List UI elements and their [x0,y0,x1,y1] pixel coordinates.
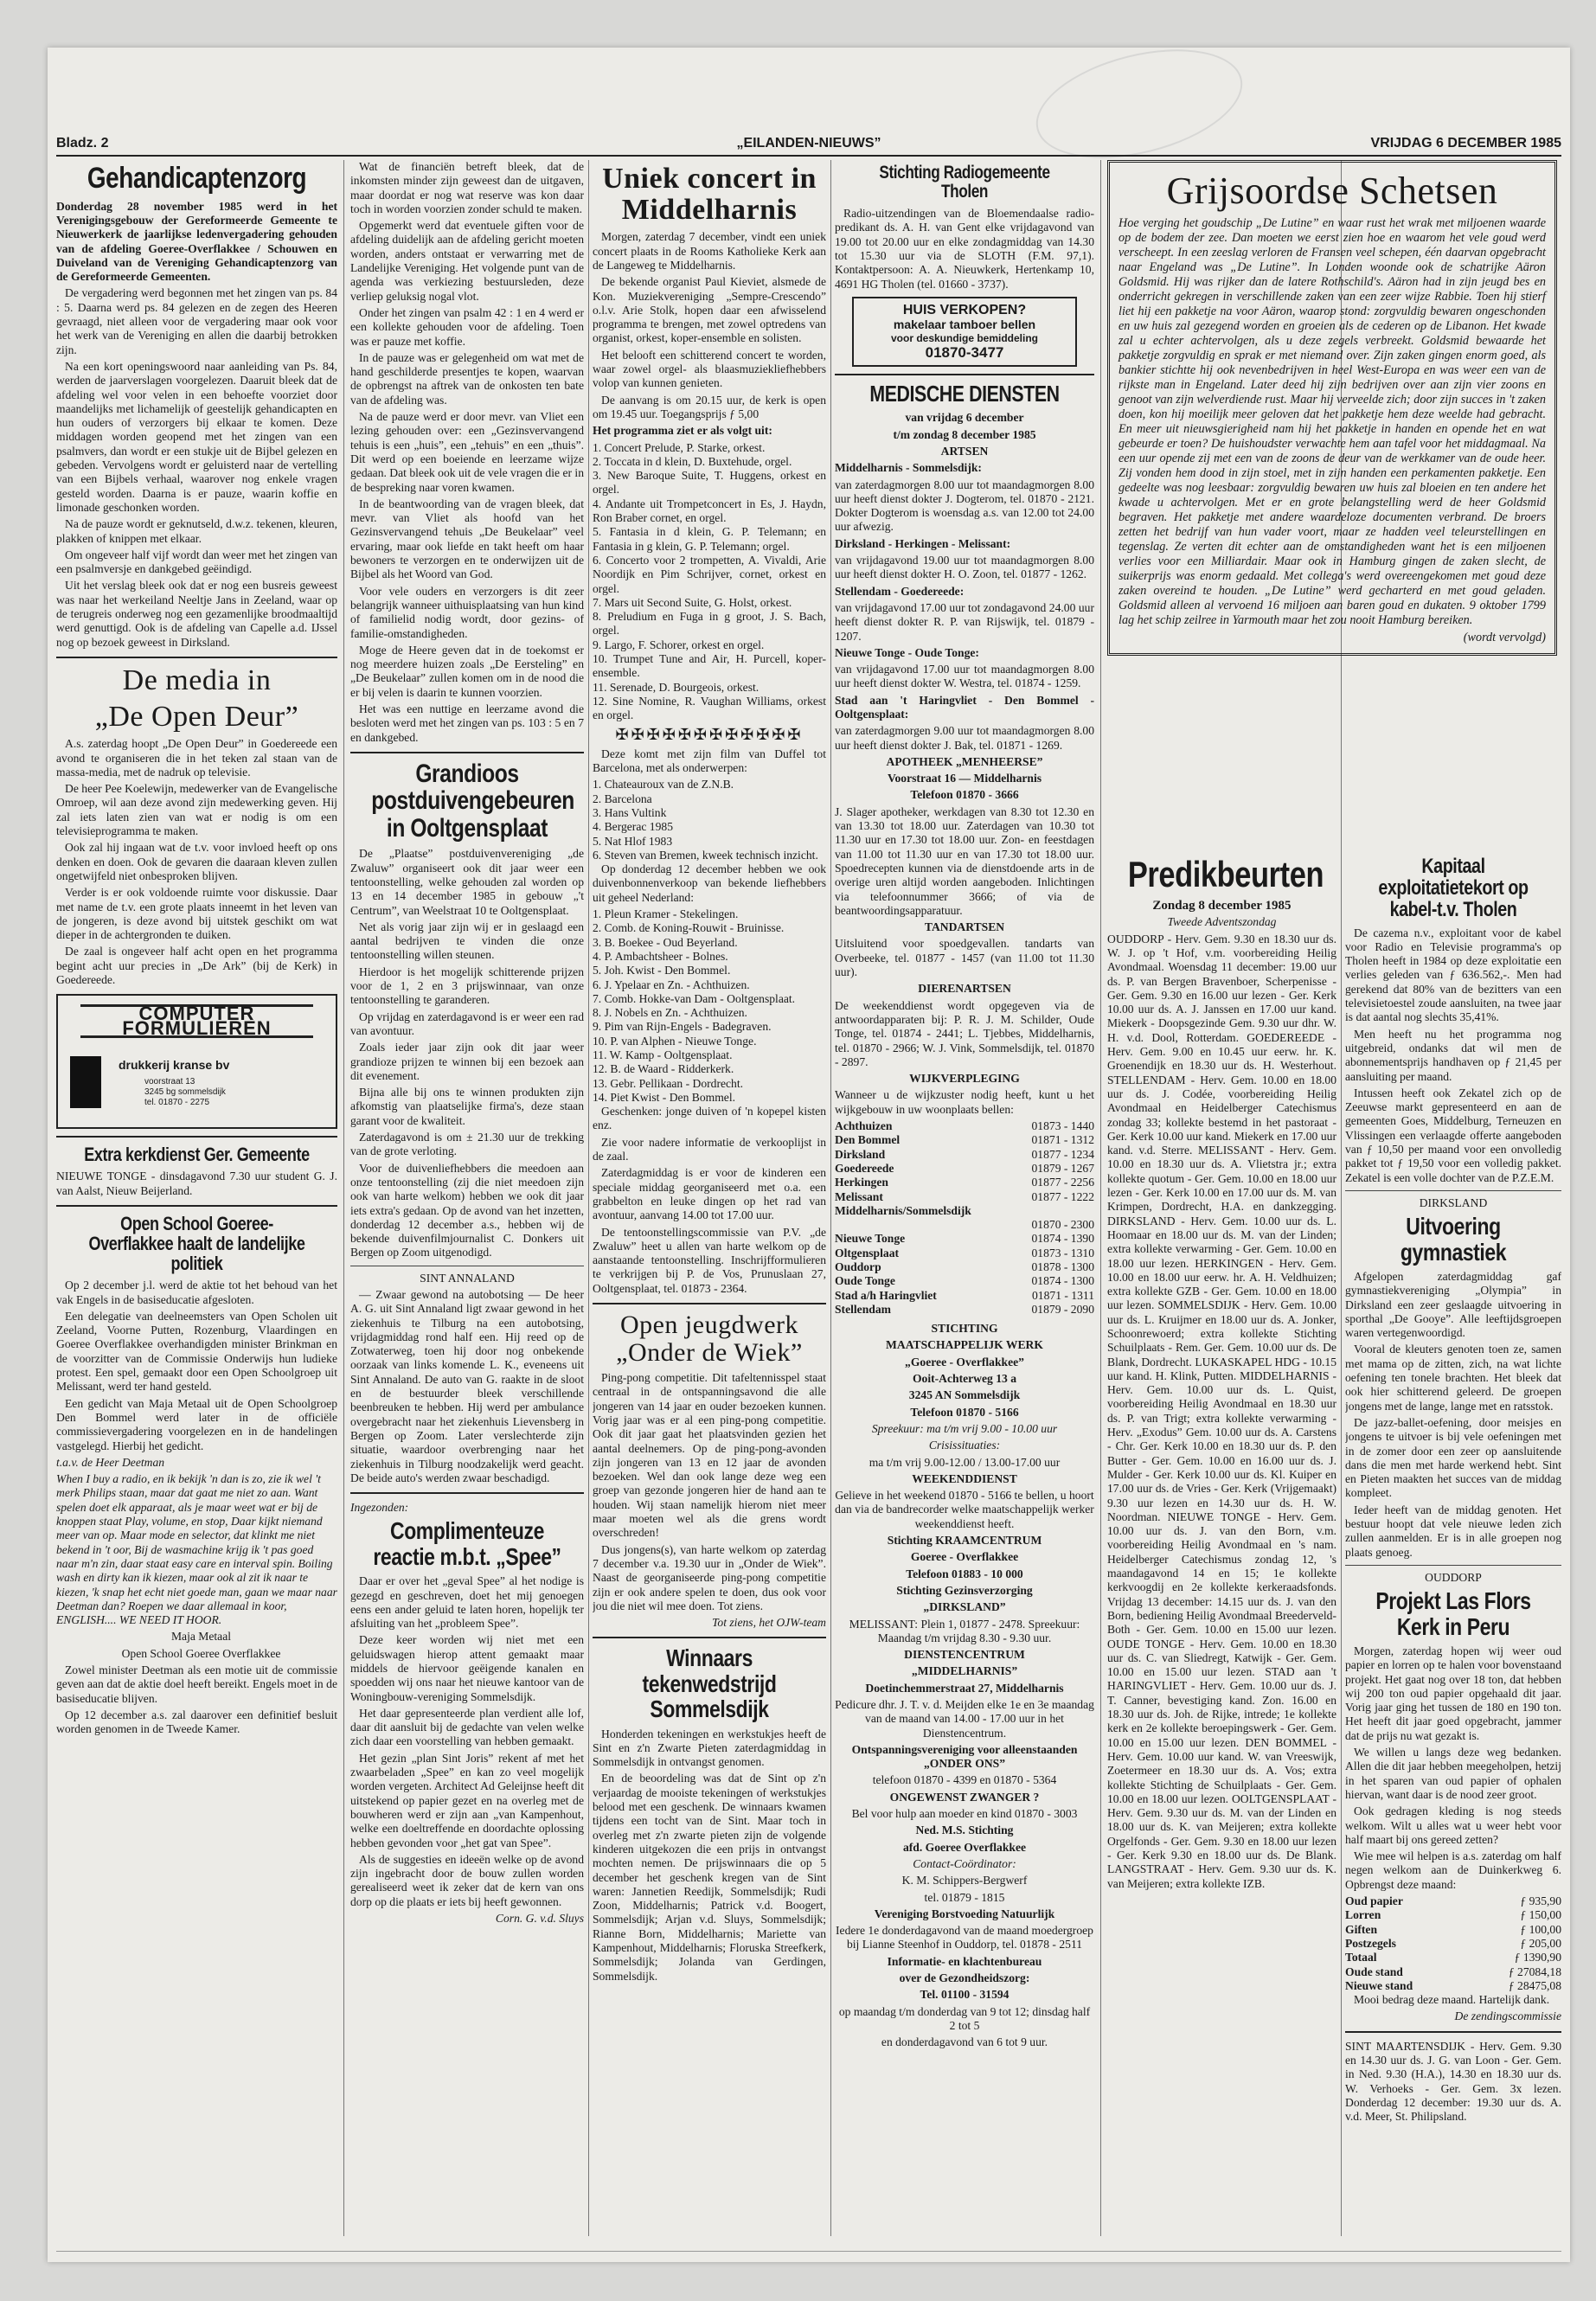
article-paragraph: — Zwaar gewond na autobotsing — De heer A. G. uit Sint Annaland ligt zwaar gewond in het ziekenhuis te Tilburg na een autobotsing, vrijdagmiddag rond half een. Hij reed op de Zotwaterweg, toen hij door nog onbekende oorzaak van links komende L. K., eveneens uit Sint Annaland. De auto van G. raakte in de sloot en de bestuurder bleek verschillende beenbreuken te hebben. Hij werd per ambulance overgebracht naar het ziekenhuis Lievensberg in Bergen op Zoom. Later verslechterde zijn situatie, waardoor overbrenging naar het ziekenhuis in Tilburg noodzakelijk werd geacht. De beide auto's werden zwaar beschadigd. [350,1287,584,1484]
breeders-list [593,907,826,1105]
ad-address: voorstraat 13 3245 bg sommelsdijk tel. 01870 - 2275 [144,1077,226,1108]
row-value: ƒ 28475,08 [1508,1978,1561,1992]
article-paragraph: Op 12 december a.s. zal daarover een definitief besluit worden genomen in de Tweede Kamer. [56,1708,337,1736]
article-paragraph: En de beoordeling was dat de Sint op z'n verjaardag de mooiste tekeningen of werkstukjes belood met een geschenk. De winnaars kwamen tijdens een tocht van de Sint. Maar toch in overleg met z'n zwarte pieten zijn de volgende kinderen uitgekozen die een prijs in ontvangst mochten nemen. De prijswinnaars die op 5 december het geschenk kregen van de Sint waren: Jannetien Reedijk, Sommelsdijk; Rudi Zoon, Middelharnis; Patrick v.d. Boogert, Sommelsdijk; Arjan v.d. Sluys, Sommelsdijk; Rianne Born, Middelharnis; Mariette van Kampenhout, Middelharnis; Floruska Streefkerk, Sommelsdijk; Jolanda van Gerdingen, Sommelsdijk. [593,1772,826,1983]
column-2 [350,160,584,2236]
table-row [1345,1965,1561,1979]
service-phone: Telefoon 01870 - 5166 [910,1405,1019,1419]
headline-gehandicaptenzorg: Gehandicaptenzorg [87,162,307,195]
article-paragraph: De vergadering werd begonnen met het zingen van ps. 84 : 5. Daarna werd ps. 84 gelezen en de zegen des Heeren gevraagd, niet alleen voor de vergadering maar ook voor het werk van de Vereniging en allen die daarbij betrokken zijn. [56,286,337,356]
article-paragraph: Opgemerkt werd dat eventuele giften voor de afdeling duidelijk aan de afdeling gericht moeten worden, anders ontstaat er verwarring met de Landelijke Vereniging. Het volgende punt van de agenda was verkiezing bestuursleden, deze verliep geluksig nogal vlot. [350,219,584,303]
service-area: Stellendam - Goedereede: [835,584,965,598]
service-address: Voorstraat 16 — Middelharnis [887,772,1042,785]
divider [56,657,337,658]
row-value: ƒ 205,00 [1520,1936,1561,1950]
list-item: 4. P. Ambachtsheer - Bolnes. [593,949,728,963]
headline-open-deur: „De Open Deur” [94,700,299,733]
column-rule [830,160,831,2236]
divider [56,1205,337,1207]
list-item: 1. Chateauroux van de Z.N.B. [593,778,734,792]
section-label: Stichting KRAAMCENTRUM [887,1534,1042,1548]
list-item: 8. J. Nobels en Zn. - Achthuizen. [593,1006,747,1020]
section-label: Goeree - Overflakkee [910,1550,1019,1564]
service-text: van zaterdagmorgen 8.00 uur tot maandagmorgen 8.00 uur heeft dienst dokter J. Dogterom, tel. 01870 - 2121. Dokter Dogterom is woensdag a.s. van 12.00 tot 24.00 uur afwezig. [835,478,1094,534]
service-text: Bel voor hulp aan moeder en kind 01870 - 3003 [851,1807,1078,1821]
article-author: Corn. G. v.d. Sluys [495,1912,584,1926]
list-item: 5. Joh. Kwist - Den Bommel. [593,964,731,977]
section-label: Ned. M.S. Stichting [915,1823,1014,1837]
divider [56,1136,337,1138]
article-paragraph: De zaal is ongeveer half acht open en het programma begint acht uur precies in „De Ark” (bij de Kerk) in Goedereede. [56,945,337,987]
section-label: Vereniging Borstvoeding Natuurlijk [874,1907,1055,1920]
table-row [835,1247,1094,1260]
row-label: Den Bommel [835,1133,901,1147]
list-item: 10. P. van Alphen - Nieuwe Tonge. [593,1034,757,1048]
row-value: 01874 - 1390 [1031,1232,1094,1246]
bottom-rule [56,2251,1561,2252]
article-paragraph: Het gezin „plan Sint Joris” rekent af met het zwaarbeladen „Spee” en kan zo veel mogelijk worden vergeten. Architect Ad Geleijnse heeft dit uitstekend op papier gezet en na overleg met de bouwheren werd er zijn aan „van Kampenhout, welke een doeltreffende en doordachte oplossing hebben gevonden voor „het gat van Spee”. [350,1751,584,1849]
row-value: 01873 - 1440 [1031,1119,1094,1133]
headline-uniek-concert: Uniek concert in Middelharnis [602,163,817,226]
row-value: 01870 - 2300 [1031,1218,1094,1232]
table-row [835,1119,1094,1133]
page-number: Bladz. 2 [56,136,109,151]
row-label: Nieuwe stand [1345,1978,1413,1992]
row-value: ƒ 150,00 [1520,1908,1561,1922]
article-paragraph: Een delegatie van deelneemsters van Open Scholen uit Zeeland, Voorne Putten, Rozenburg, Vlaardingen en Goeree Overflakkee overhandigden minister Brinkman en de voorzitter van de Commissie Onderwijs hun ludieke protest. Een spel, gemaakt door een Open Schoolgroep uit Melissant, werd ter hand gesteld. [56,1309,337,1394]
service-phone: telefoon 01870 - 4399 en 01870 - 5364 [872,1773,1057,1787]
article-paragraph: Ping-pong competitie. Dit tafeltennisspel staat centraal in de ontspanningsavond die alle jongeren van 14 jaar en ouder bezoeken kunnen. Vorig jaar was er al een ping-pong competitie. Ook dit jaar gaat het plaatsvinden gezien het aantal deelnemers. Op de ping-pong-avonden zijn jongeren van 13 en 12 jaar de avonden bezoeken. Wel dan ook lange deze weg een groep van gezonde jongeren hier de hand aan te houden. Wij staan namelijk hierom niet meer maar moeten wel als die grens wordt overschreden! [593,1371,826,1540]
service-text: van zaterdagmorgen 9.00 uur tot maandagmorgen 8.00 uur heeft dienst dokter J. Bak, tel. 01871 - 1269. [835,724,1094,752]
church-services-text: SINT MAARTENSDIJK - Herv. Gem. 9.30 en 14.30 uur ds. J. G. van Loon - Ger. Gem. in Ned. 9.30 (H.A.), 14.30 en 18.30 uur ds. W. Verhoeks - Ger. Gem. 3x lezen. Donderdag 12 december: 19.30 uur ds. A. v.d. Meer, St. Philipsland. [1345,2039,1561,2124]
service-text: Crisissituaties: [928,1439,1001,1452]
article-paragraph: Zoals ieder jaar zijn ook dit jaar weer grandioze prijzen te winnen bij een bezoek aan dit evenement. [350,1041,584,1082]
section-label: afd. Goeree Overflakkee [902,1840,1027,1854]
row-value: 01878 - 1300 [1031,1259,1094,1273]
program-item: 12. Sine Nomine, R. Vaughan Williams, orkest en orgel. [593,694,826,722]
service-area: Dirksland - Herkingen - Melissant: [835,536,1011,550]
masthead [56,134,1561,157]
headline-grijsoordse: Grijsoordse Schetsen [1166,170,1498,212]
article-paragraph: Vooral de kleuters genoten toen ze, samen met mama op de zitten, zich, na wat lichte oefening ten tonele brachten. Het bleek dat ook hier schitterend geleerd. De groepen jongens met de lange, lange met en ratsstok. [1345,1343,1561,1413]
section-label: STICHTING [931,1322,998,1336]
list-item: 2. Comb. de Koning-Rouwit - Bruinisse. [593,921,785,935]
headline-gymnastiek: Uitvoering gymnastiek [1400,1213,1507,1266]
article-paragraph: Het was een nuttige en leerzame avond die besloten werd met het zingen van ps. 103 : 5 en 7 en dankgebed. [350,702,584,744]
article-paragraph: De jazz-ballet-oefening, door meisjes en jongens te uitvoer is bij vele oefeningen met in de zomer door een zeer op aansluitende dans die men met harde werkend hebt. Sint en Pieten maakten het succes van de middag kompleet. [1345,1415,1561,1500]
article-paragraph: Moge de Heere geven dat in de toekomst er nog meerdere huizen zoals „De Eersteling” en „De Beukelaar” zullen komen om in de nood die er bij velen is daarin te kunnen voorzien. [350,643,584,699]
program-heading: Het programma ziet er als volgt uit: [593,424,772,438]
row-label: Stellendam [835,1302,891,1316]
service-phone: Telefoon 01870 - 3666 [910,788,1019,802]
service-text: Iedere 1e donderdagavond van de maand moedergroep bij Lianne Steenhof in Ouddorp, tel. 01878 - 2511 [836,1924,1093,1952]
column-rule [588,160,589,2236]
table-row [835,1148,1094,1162]
service-text: MELISSANT: Plein 1, 01877 - 2478. Spreekuur: Maandag t/m vrijdag 8.30 - 9.30 uur. [849,1617,1080,1644]
article-paragraph: De aanvang is om 20.15 uur, de kerk is open om 19.45 uur. Toegangsprijs ƒ 5,00 [593,393,826,420]
service-phone: Tel. 01100 - 31594 [920,1988,1010,2002]
article-paragraph: Afgelopen zaterdagmiddag gaf gymnastiekvereniging „Olympia” in Dirksland een zeer geslaagde uitvoering in sporthal „De Gooye”. Alle leeftijdsgroepen waren vertegenwoordigd. [1345,1269,1561,1340]
column-rule [343,160,344,2236]
film-topics-list [593,778,826,862]
list-item: 1. Pleun Kramer - Stekelingen. [593,907,739,921]
section-label: ARTSEN [940,444,989,458]
list-item: 6. Steven van Bremen, kweek technisch inzicht. [593,848,818,862]
row-value: 01871 - 1311 [1032,1288,1094,1302]
service-area: Middelharnis - Sommelsdijk: [835,461,982,475]
article-paragraph: Zowel minister Deetman als een motie uit de commissie geven aan dat de aktie doel heeft bereikt. Engels moet in de basiseducatie blijven. [56,1663,337,1705]
row-label: Oude Tonge [835,1274,895,1288]
archive-stamp [1025,48,1253,177]
grijsoordse-schetsen-box [1107,160,1557,656]
article-paragraph: Na een kort openingswoord naar aanleiding van Ps. 84, werden de jaarverslagen voorgelezen. Daaruit bleek dat de afdeling wel voor velen in een behoefte voorziet door maandelijks met lichamelijk of geestelijk gehandicapten en hun ouders of verzorgers bij elkaar te komen. Deze middagen worden geopend met het zingen van een psalmvers, dan wordt er een stukje uit de Bijbel gelezen en gebeden. Vervolgens wordt er geluisterd naar de vertelling van een Bijbels verhaal, waarover nog enkele vragen gesteld worden. Daarna is er pauze, waarin koffie en limonade geschonken worden. [56,359,337,514]
service-phone: tel. 01879 - 1815 [924,1890,1005,1904]
article-paragraph: De cazema n.v., exploitant voor de kabel voor Radio en Televisie programma's op Tholen heeft in 1984 op deze exploitatie een verlies geleden van ƒ 636.562,-. Men had gerekend dat 80% van de bezitters van een televisietoestel zoude aansluiten, na twee jaar is dat aantal nog slechts 35,41%. [1345,926,1561,1024]
headline-open-school: Open School Goeree-Overflakkee haalt de landelijke politiek [88,1213,305,1275]
table-row [1345,1894,1561,1908]
service-text: van vrijdagavond 17.00 uur tot zondagavond 24.00 uur heeft dienst dokter R. P. van Rijswijk, tel. 01879 - 1207. [835,600,1094,643]
divider [350,1492,584,1494]
article-paragraph: Deze keer worden wij niet met een geluidswagen hierop attent gemaakt maar middels de hiervoor geëigende kanalen en spoedden wij ons naar het nieuwe kantoor van de Woningbouw-vereniging Sommelsdijk. [350,1633,584,1703]
list-item: 5. Nat Hlof 1983 [593,834,673,848]
row-value: ƒ 100,00 [1520,1922,1561,1936]
program-item: 4. Andante uit Trompetconcert in Es, J. Haydn, Ron Braber cornet, en orgel. [593,497,826,525]
article-paragraph: De bekende organist Paul Kieviet, alsmede de Kon. Muziekvereniging „Sempre-Crescendo” o.l.v. Arie Stolk, hopen daar een afwisselend programma te brengen, met zowel optredens van organist, orkest, koper-ensemble en solisten. [593,275,826,345]
poem: When I buy a radio, en ik bekijk 'n dan is zo, zie ik wel 't merk Philips staan, maar dat gaat me niet zo aan. Want spelen doet elk apparaat, als je maar weet wat er bij de knoppen staat Play, volume, en stop, Daar kijkt niemand meer van op. Maar mode en selector, dat klinkt me niet bekend in 't oor, Bij de wasmachine krijg ik 't pas goed naar m'n zin, daar staat easy care en interval spin. Boiling wash en dirty kan ik kiezen, maar ook al zit ik naar te kiezen, 'k snap het echt niet goede man, gaan we maar naar Deetman dan? Roepen we daar allemaal in koor, ENGLISH.... WE NEED IT HOOR. [56,1472,337,1627]
section-label: „MIDDELHARNIS” [911,1664,1018,1678]
service-text: en donderdagavond van 6 tot 9 uur. [881,2035,1048,2049]
column-5-lower [1107,852,1336,2236]
decorative-border: ✠✠✠✠✠✠✠✠✠✠✠✠ [615,726,804,744]
ad-brand: drukkerij kranse bv [119,1058,230,1073]
paper-title: „EILANDEN-NIEUWS” [736,136,881,151]
program-item: 9. Largo, F. Schorer, orkest en orgel. [593,638,765,651]
service-address: 3245 AN Sommelsdijk [908,1388,1021,1402]
table-row [835,1232,1094,1246]
divider [1345,2031,1561,2033]
poem-addressee: t.a.v. de Heer Deetman [56,1455,165,1469]
section-label: „DIRKSLAND” [923,1600,1006,1614]
table-row [1345,1979,1561,1993]
table-row [1345,1951,1561,1965]
section-label: DIRKSLAND [1419,1195,1488,1209]
row-label: Nieuwe Tonge [835,1232,906,1246]
row-label: Postzegels [1345,1936,1396,1950]
row-label: Achthuizen [835,1119,893,1133]
newspaper-page [48,48,1570,2262]
row-label: Melissant [835,1189,883,1203]
table-row [1345,1923,1561,1937]
article-paragraph: Dus jongens(s), van harte welkom op zaterdag 7 december v.a. 19.30 uur in „Onder de Wiek”. Naast de georganiseerde ping-pong competitie zijn er ook andere spelen te doen, dus ook voor jou die niet wil mee doen. Tot ziens. [593,1542,826,1612]
headline-kabel-tv: Kapitaal exploitatietekort op kabel-t.v. Tholen [1378,855,1529,922]
article-paragraph: Daar er over het „geval Spee” al het nodige is gezegd en geschreven, doet het mij genoegen eens een ander geluid te laten horen, hopelijk ter afsluiting van het „probleem Spee”. [350,1574,584,1631]
program-item: 6. Concerto voor 2 trompetten, A. Vivaldi, Arie Noordijk en Pim Schrijver, cornet, orkest en orgel. [593,553,826,595]
program-item: 5. Fantasia in d klein, G. P. Telemann; en Fantasia in g klein, G. P. Telemann; orgel. [593,525,826,553]
row-value: 01873 - 1310 [1031,1246,1094,1259]
table-row [835,1260,1094,1274]
service-text: J. Slager apotheker, werkdagen van 8.30 tot 12.30 en van 13.30 tot 18.00 uur. Zaterdagen van 10.30 tot 11.30 uur en 17.30 tot 18.00 uur. Zon- en feestdagen van 11.00 tot 11.30 uur en van 17.30 tot 18.00 uur. Spoedrecepten kunnen via de dienstdoende arts in de overige uren altijd worden aangeboden. Inlichtingen via telefoonnummer 3666; of via de beantwoordingsapparatuur. [835,804,1094,917]
list-item: 3. Hans Vultink [593,805,667,819]
service-text: K. M. Schippers-Bergwerf [901,1874,1028,1888]
article-lead: Donderdag 28 november 1985 werd in het Verenigingsgebouw der Gereformeerde Gemeente te Nieuwerkerk de jaarlijkse ledenvergadering gehouden van de afdeling Goeree-Overflakkee / Schouwen en Duiveland van de Vereniging Gehandicaptenzorg van de Gereformeerde Gemeenten. [56,199,337,284]
headline-predikbeurten: Predikbeurten [1127,854,1324,894]
row-label: Ouddorp [835,1259,881,1273]
list-item: 12. B. de Waard - Ridderkerk. [593,1062,734,1076]
church-services-text: OUDDORP - Herv. Gem. 9.30 en 18.30 uur ds. W. J. op 't Hof, v.m. voorbereiding Heilig Avondmaal. Woensdag 11 december: 19.00 uur ds. P. van Bergen Bravenboer, Scherpenisse - Ger. Gem. 9.30 en 16.00 uur lezen - Ger. Kerk 10.00 uur ds. A. J. Janssen en 17.00 uur kand. Miekerk - Doopsgezinde Gem. 9.30 uur dhr. W. H. v.d. Dool, Rotterdam. GOEDEREEDE - Herv. Gem. 9.00 en 10.45 uur eerw. hr. K. Groenendijk en 18.30 uur ds. H. Westerhout. STELLENDAM - Herv. Gem. 10.00 en 18.00 uur ds. J. Codée, voorbereiding Heilig Avondmaal en Heidelberger Catechismus zondag 33; kollekte bestemd in het pastoraat - Ger. Kerk 10.00 uur kand. Miekerk en 17.00 uur kand. v.d. Sterre. MELISSANT - Herv. Gem. 10.00 en 18.30 uur ds. A. Vlietstra jr.; extra kollekte quotum - Ger. Gem. 10.00 en 18.00 uur lezen - Ger. Kerk 10.00 en 17.00 uur ds. M. van Krimpen, Dordrecht, H.A. en dankzegging. DIRKSLAND - Herv. Gem. 10.00 uur ds. L. Hoomaar en 18.00 uur ds. M. van der Linden; extra kollekte verwarming - Ger. Gem. 10.00 en 18.00 uur lezen. HERKINGEN - Herv. Gem. 10.00 en 18.00 uur eerw. hr. A. H. Veldhuizen; extra kollekte GZB - Ger. Gem. 10.00 en 18.00 uur lezen. SOMMELSDIJK - Herv. Gem. 10.00 uur ds. L. Kruijmer en 18.00 uur ds. A. Jonker, Schoonrewoerd; extra kollekte Stichting Schuilplaats - Rem. Ger. Gem. 10.00 uur ds. De Blank, Dordrecht. LUKASKAPEL HDG - 10.15 uur kand. H. Klink, Putten. MIDDELHARNIS - Herv. Gem. 10.00 uur ds. L. Quist, voorbereiding Heilig Avondmaal en 18.30 uur ds. P. van Trigt; extra kollekte verwarming - Herv. „Exodus” Gem. 10.00 uur ds. A. Carstens - Chr. Ger. Kerk 10.00 en 18.30 uur ds. P. den Butter - Ger. Gem. 10.00 en 16.00 uur ds. J. Mulder - Ger. Kerk 10.00 uur ds. Kl. Kuiper en 17.00 uur ds. de Vries - Ger. Kerk (Vrijgemaakt) 9.30 uur lezen en 14.30 uur ds. H. W. Noordman. NIEUWE TONGE - Herv. Gem. 10.00 uur ds. J. van den Born, v.m. voorbereiding Heilig Avondmaal en 's nam. Heidelberger Catechismus zondag 12, 's maandagavond 14 en 15; 1e kollekte kerkvoogdij en 2e kollekte kerkeraadsfonds. Vrijdag 13 december: 14.15 uur ds. J. van den Born, bediening Heilig Avondmaal Breederveld-Both - Ger. Gem. 10.00 en 15.00 uur lezen. OUDE TONGE - Herv. Gem. 10.00 en 18.30 uur ds. C. van Sliedregt, Katwijk - Ger. Gem. 10.00 en 15.00 uur lezen. STAD aan 't HARINGVLIET - Herv. Gem. 10.00 uur ds. J. T. Canner, bevestiging kand. Zon. 16.00 en 18.30 uur ds. Joh. de Rijke, intrede; 1e kollekte kerk en 2e kollekte beroepingswerk - Ger. Gem. 10.00 en 15.00 uur lezen. DEN BOMMEL - Herv. Gem. 10.00 uur kand. W. van Vreeswijk, Zoetermeer en 18.30 uur ds. A. Vos; extra kollekte Stichting de Schuilplaats - Ger. Gem. 10.00 en 18.00 uur lezen. OOLTGENSPLAAT - Herv. Gem. 9.30 uur ds. M. van der Linden en 18.00 uur ds. K. van Meijeren; extra kollekte Orgelfonds - Ger. Gem. 9.30 en 18.00 uur lezen - Ger. Kerk 9.30 en 18.00 uur ds. De Blank. LANGSTRAAT - Herv. Gem. 9.30 uur ds. K. van Meijeren; extra kollekte IZB. [1107,932,1336,1890]
program-item: 3. New Baroque Suite, T. Huggens, orkest en orgel. [593,469,826,497]
wijkverpleging-list [835,1119,1094,1317]
article-paragraph: Net als vorig jaar zijn wij er in geslaagd een aantal bedrijven te vinden die onze tentoonstelling willen steunen. [350,920,584,962]
article-paragraph: Als de suggesties en ideeën welke op de avond zijn ingebracht door de bouw zullen worden gerealiseerd weet ik zeker dat de kern van ons dorp op die plaats er iets bij heeft gewonnen. [350,1852,584,1908]
service-text: Contact-Coördinator: [913,1856,1016,1870]
ad-title: COMPUTER FORMULIEREN [80,1004,313,1038]
service-text: Uitsluitend voor spoedgevallen. tandarts van Overbeeke, tel. 01877 - 1457 (van 11.00 tot 11.30 uur). [835,937,1094,979]
row-label: Goedereede [835,1161,894,1175]
subheading: van vrijdag 6 december [905,411,1024,425]
article-paragraph: Voor vele ouders en verzorgers is dit zeer belangrijk wanneer uithuisplaatsing van hun kind of familielid nodig wordt, door gezins- of familie-omstandigheden. [350,584,584,640]
section-label: SINT ANNALAND [420,1271,515,1285]
row-label: Stad a/h Haringvliet [835,1288,937,1302]
service-text: ma t/m vrij 9.00-12.00 / 13.00-17.00 uur [869,1455,1061,1469]
row-label: Giften [1345,1922,1377,1936]
row-value: ƒ 27084,18 [1508,1965,1561,1978]
program-item: 10. Trumpet Tune and Air, H. Purcell, koper-ensemble. [593,651,826,680]
article-paragraph: Ook zal hij ingaan wat de t.v. voor invloed heeft op ons denken en doen. Ook de gevaren die daaraan kleven zullen ongetwijfeld niet onbesproken blijven. [56,841,337,882]
headline-postduiven: Grandioos postduivengebeuren in Ooltgensplaat [371,759,574,843]
service-address: Ooit-Achterweg 13 a [912,1372,1017,1386]
concert-program-list [593,441,826,723]
article-paragraph: Zaterdagavond is om ± 21.30 uur de trekking van de grote verloting. [350,1131,584,1158]
article-paragraph: Morgen, zaterdag 7 december, vindt een uniek concert plaats in de Rooms Katholieke Kerk aan de Langeweg te Middelharnis. [593,230,826,272]
program-item: 7. Mars uit Second Suite, G. Holst, orkest. [593,595,792,609]
section-label: Stichting Gezinsverzorging [896,1583,1033,1597]
row-value: 01877 - 1222 [1031,1189,1094,1203]
service-text: van vrijdagavond 17.00 uur tot maandagmorgen 8.00 uur heeft dienst dokter W. Westra, tel. 01874 - 1259. [835,663,1094,690]
article-paragraph: Radio-uitzendingen van de Bloemendaalse radio-predikant ds. A. H. van Gent elke vrijdagavond van 19.00 tot 20.00 uur en elke zondagmiddag van 14.30 tot 15.30 uur via de SLOTH (F.M. 97,1). Kontaktpersoon: A. A. Nieuwkerk, Hertenkamp 10, 4691 HG Tholen (tel. 01660 - 3737). [835,207,1094,291]
article-paragraph: Verder is er ook voldoende ruimte voor diskussie. Daar met name de t.v. een grote plaats inneemt in het leven van de jongeren, is deze avond bij uitstek geschikt om wat dieper in de achtergronden te duiken. [56,886,337,942]
article-paragraph: Ieder heeft van de middag genoten. Het bestuur hoopt dat vele nieuwe leden zich zullen aanmelden. Er is in alle groepen nog plaats genoeg. [1345,1503,1561,1559]
divider [593,1637,826,1638]
article-paragraph: Het daar gepresenteerde plan verdient alle lof, daar dit aansluit bij de gedachte van velen welke zich daar een voorstelling van hebben gemaakt. [350,1706,584,1748]
row-label: Totaal [1345,1951,1377,1965]
section-label: WIJKVERPLEGING [909,1072,1020,1086]
column-1 [56,160,337,2236]
headline-medische-diensten: MEDISCHE DIENSTEN [869,381,1060,407]
table-row [835,1176,1094,1189]
article-paragraph: Voor de duivenliefhebbers die meedoen aan onze tentoonstelling (zij die niet meedoen zijn ook van harte welkom) hebben we ook dit jaar iets extra's gedaan. Op de avond van het inzetten, donderdag 12 december a.s., hebben wij de bekende duivenfilmjournalist C. Donkers uit Bergen op Zoom uitgenodigd. [350,1161,584,1259]
article-paragraph: Deze komt met zijn film van Duffel tot Barcelona, met als onderwerpen: [593,747,826,775]
article-paragraph: Intussen heeft ook Zekatel zich op de Zeeuwse markt gepresenteerd en aan de gemeenten Goes, Middelburg, Terneuzen en Vlissingen een verlaagde offerte aangeboden van ƒ 10,50 per maand voor een onvolledig pakket tot ƒ 19,50 voor een volledig pakket. Zekatel is een volle dochter van de P.Z.E.M. [1345,1086,1561,1184]
article-paragraph: Men heeft nu het programma nog uitgebreid, ondanks dat wil men de abonnementsprijs handhaven op ƒ 21,45 per aansluiting per maand. [1345,1027,1561,1083]
list-item: 3. B. Boekee - Oud Beyerland. [593,935,738,949]
article-author: De zendingscommissie [1454,2009,1561,2023]
row-value: ƒ 935,90 [1520,1894,1561,1908]
row-label: Middelharnis/Sommelsdijk [835,1203,971,1217]
table-row [835,1133,1094,1147]
row-label: Dirksland [835,1147,886,1161]
advertisement-makelaar: HUIS VERKOPEN? makelaar tamboer bellen voor deskundige bemiddeling 01870-3477 [852,297,1077,367]
divider [350,752,584,753]
divider [593,1303,826,1304]
section-label: DIERENARTSEN [918,982,1011,996]
row-value: 01877 - 2256 [1031,1176,1094,1189]
row-value: 01871 - 1312 [1031,1133,1094,1147]
divider [1345,1190,1561,1191]
article-paragraph: NIEUWE TONGE - dinsdagavond 7.30 uur student G. J. van Aalst, Nieuw Beijerland. [56,1170,337,1197]
article-paragraph: Na de pauze werd er door mevr. van Vliet een lezing gehouden over: een „Gezinsvervangend tehuis is een „huis”, een „tehuis” en een „thuis”. Dit werd op een boeiende en leerzame wijze gedaan. Dat bleek ook uit de vele vragen die er in de bespreking naar voren kwamen. [350,410,584,494]
headline-las-flors: Projekt Las Flors Kerk in Peru [1375,1587,1531,1640]
service-text: Pedicure dhr. J. T. v. d. Meijden elke 1e en 3e maandag van de maand van 14.00 - 17.00 uur in het Dienstencentrum. [835,1698,1094,1740]
divider [835,374,1094,375]
service-area: Stad aan 't Haringvliet - Den Bommel - Ooltgensplaat: [835,693,1094,721]
section-label: TANDARTSEN [924,920,1005,934]
row-value: 01879 - 2090 [1031,1302,1094,1316]
article-paragraph: Honderden tekeningen en werkstukjes heeft de Sint en z'n Zwarte Pieten zaterdagmiddag in Sommelsdijk in ontvangst genomen. [593,1727,826,1769]
subheading: Tweede Adventszondag [1167,915,1277,929]
column-3 [593,160,826,2236]
article-paragraph: Bijna alle bij ons te winnen produkten zijn afkomstig van plaatselijke firma's, deze staan garant voor de kwaliteit. [350,1086,584,1127]
subheading: Zondag 8 december 1985 [1152,899,1292,913]
divider [1345,1565,1561,1566]
article-paragraph: De heer Pee Koelewijn, medewerker van de Evangelische Omroep, wil aan deze avond zijn medewerking geven. Hij zal iets laten zien van wat er nodig is om een televisieprogramma te maken. [56,782,337,838]
section-label: „Goeree - Overflakkee” [905,1355,1024,1368]
row-value: 01874 - 1300 [1031,1274,1094,1288]
article-paragraph: Geschenken: jonge duiven of 'n kopepel kisten enz. [593,1105,826,1132]
row-value: ƒ 1390,90 [1514,1951,1561,1965]
section-label: WEEKENDDIENST [912,1471,1017,1485]
article-author: Tot ziens, het OJW-team [712,1616,826,1630]
service-area: Nieuwe Tonge - Oude Tonge: [835,645,979,659]
article-paragraph: Op vrijdag en zaterdagavond is er weer een rad van avontuur. [350,1009,584,1037]
list-item: 14. Piet Kwist - Den Bommel. [593,1090,736,1104]
company-logo-icon [70,1056,101,1108]
table-row [835,1204,1094,1218]
article-paragraph: Uit het verslag bleek ook dat er nog een busreis geweest was naar het werkeiland Neeltje Jans in Zeeland, waar op de terugreis onderweg nog een gezamenlijke broodmaaltijd werd genuttigd. Ook is de afdeling van Capelle a.d. IJssel nog op bezoek geweest in Dirksland. [56,579,337,649]
table-row [1345,1937,1561,1951]
row-label: Oltgensplaat [835,1246,900,1259]
section-label: MAATSCHAPPELIJK WERK [886,1338,1043,1352]
article-paragraph: Hierdoor is het mogelijk schitterende prijzen voor de 1, 2 en 3 prijswinnaar, van onze tentoonstelling te garanderen. [350,965,584,1007]
section-label: ONGEWENST ZWANGER ? [889,1790,1040,1804]
headline-spee: Complimenteuze reactie m.b.t. „Spee” [373,1517,561,1570]
article-paragraph: Na de pauze wordt er geknutseld, d.w.z. tekenen, kleuren, plakken of knippen met elkaar. [56,517,337,545]
article-paragraph: In de pauze was er gelegenheid om wat met de hand geschilderde presentjes te kopen, waarvan de opbrengst na aftrek van de onkosten ten bate van de afdeling was. [350,350,584,407]
article-paragraph: Het belooft een schitterend concert te worden, waar zowel orgel- als blaasmuziekliefhebbers volop van kunnen genieten. [593,348,826,390]
service-text: op maandag t/m donderdag van 9 tot 12; dinsdag half 2 tot 5 [838,2004,1091,2032]
article-paragraph: Om ongeveer half vijf wordt dan weer met het zingen van een psalmversje en dankgebed geëindigd. [56,548,337,576]
row-value: 01879 - 1267 [1031,1161,1094,1175]
continuation-note: (wordt vervolgd) [1463,631,1546,645]
article-paragraph: Wat de financiën betreft bleek, dat de inkomsten minder zijn geweest dan de uitgaven, maar doordat er nog wat reserve was kon daar toch in worden voorzien zonder schuld te maken. [350,160,584,215]
article-paragraph: Onder het zingen van psalm 42 : 1 en 4 werd er een kollekte gehouden voor de afdeling. Toen was er pauze met koffie. [350,305,584,348]
list-item: 9. Pim van Rijn-Engels - Badegraven. [593,1020,772,1034]
service-text: Gelieve in het weekend 01870 - 5166 te bellen, u hoort dan via de bandrecorder welke maatschappelijk werker weekenddienst heeft. [835,1489,1094,1530]
advertisement-computer-forms [56,994,337,1129]
article-paragraph: Ook gedragen kleding is nog steeds welkom. Wilt u alles wat u weer hebt voor half maart bij ons gereed zetten? [1345,1804,1561,1846]
article-paragraph: A.s. zaterdag hoopt „De Open Deur” in Goedereede een avond te organiseren die in het teken zal staan van de massa-media, met de nadruk op televisie. [56,737,337,779]
article-paragraph: Op donderdag 12 december hebben we ook duivenbonnenverkoop van bekende liefhebbers uit geheel Nederland: [593,862,826,904]
article-paragraph: De „Plaatse” postduivenvereniging „de Zwaluw” organiseert ook dit jaar weer een tentoonstelling, welke gehouden zal worden op 13 en 14 december 1985 in gebouw „'t Centrum”, van Weelstraat 10 te Ooltgensplaat. [350,847,584,917]
article-paragraph: Wie mee wil helpen is a.s. zaterdag om half negen welkom aan de Duinkerkweg 6. Opbrengst deze maand: [1345,1849,1561,1891]
section-label: Ingezonden: [350,1501,409,1515]
list-item: 4. Bergerac 1985 [593,820,673,834]
table-row [835,1162,1094,1176]
program-item: 1. Concert Prelude, P. Starke, orkest. [593,440,766,454]
headline-radiogemeente: Stichting Radiogemeente Tholen [879,163,1050,202]
column-rule [1100,160,1101,2236]
article-paragraph: We willen u langs deze weg bedanken. Allen die dit jaar hebben meegeholpen, hetzij in het sparen van oud papier of ophalen hiervan, want daar is de nood zeer groot. [1345,1746,1561,1801]
headline-jeugdwerk: Open jeugdwerk „Onder de Wiek” [616,1311,803,1367]
service-phone: Telefoon 01883 - 10 000 [906,1567,1023,1580]
table-row [835,1218,1094,1232]
column-6 [1345,852,1561,2236]
service-text: De weekenddienst wordt opgegeven via de antwoordapparaten bij: P. R. J. M. Schilder, Oude Tonge, tel. 01874 - 2441; L. Tjebbes, Middelharnis, tel. 01870 - 2966; W. J. Vink, Sommelsdijk, tel. 01870 - 2897. [835,998,1094,1068]
list-item: 2. Barcelona [593,792,652,805]
section-label: Informatie- en klachtenbureau [887,1954,1042,1968]
section-label: APOTHEEK „MENHEERSE” [886,754,1043,768]
article-paragraph: Op 2 december j.l. werd de aktie tot het behoud van het vak Engels in de basiseducatie afgesloten. [56,1279,337,1306]
row-label: Lorren [1345,1908,1381,1922]
issue-date: VRIJDAG 6 DECEMBER 1985 [1370,136,1561,151]
table-row [835,1274,1094,1288]
program-item: 11. Serenade, D. Bourgeois, orkest. [593,680,760,694]
list-item: 6. J. Ypelaar en Zn. - Achthuizen. [593,977,750,991]
list-item: 7. Comb. Hokke-van Dam - Ooltgensplaat. [593,991,796,1005]
article-paragraph: Een gedicht van Maja Metaal uit de Open Schoolgroep Den Bommel werd later in de officiële commissievergadering voorgelezen en in de handelingen vastgelegd. Hierbij het gedicht. [56,1396,337,1452]
program-item: 2. Toccata in d klein, D. Buxtehude, orgel. [593,454,792,468]
row-label: Herkingen [835,1176,888,1189]
column-4 [835,160,1094,2236]
section-label: over de Gezondheidszorg: [899,1971,1030,1985]
article-paragraph: In de beantwoording van de vragen bleek, dat mevr. van Vliet als hoofd van het Gezinsvervangend tehuis „De Beukelaar” veel ervaring, maar ook liefde en takt heeft om haar bewoners te verzorgen en te onderwijzen uit de Bijbel als het Woord van God. [350,497,584,581]
headline-tekenwedstrijd: Winnaars tekenwedstrijd Sommelsdijk [642,1644,777,1723]
article-paragraph: Morgen, zaterdag hopen wij weer oud papier en lorren op te halen voor bovenstaand projekt. Het gaat nog over 18 ton, dat hebben wij 200 ton oud papier opgehaald dit jaar. Vorig jaar ging het tussen de 180 en 190 ton. Het heeft dit jaar goed opgebracht, jammer dat de prijs nu wat gezakt is. [1345,1644,1561,1742]
headline-media: De media in [122,663,272,696]
row-value: 01877 - 1234 [1031,1147,1094,1161]
article-paragraph: Zaterdagmiddag is er voor de kinderen een speciale middag georganiseerd met o.a. een grabbelton en leuke dingen op het rad van avontuur, aanvang 14.00 tot 17.00 uur. [593,1166,826,1222]
row-label: Oud papier [1345,1894,1403,1908]
service-address: Doetinchemmerstraat 27, Middelharnis [865,1681,1064,1695]
list-item: 13. Gebr. Pellikaan - Dordrecht. [593,1076,744,1090]
service-text: van vrijdagavond 19.00 uur tot maandagmorgen 8.00 uur heeft dienst dokter H. O. Zoon, tel. 01877 - 1262. [835,554,1094,581]
poem-author: Maja Metaal [170,1630,232,1644]
row-label: Oude stand [1345,1965,1403,1978]
list-item: 11. W. Kamp - Ooltgensplaat. [593,1048,733,1061]
section-label: OUDDORP [1425,1570,1482,1584]
headline-extra-kerkdienst: Extra kerkdienst Ger. Gemeente [84,1144,310,1166]
section-label: DIENSTENCENTRUM [904,1648,1025,1662]
article-paragraph: De tentoonstellingscommissie van P.V. „de Zwaluw” heet u allen van harte welkom op de aanstaande tentoonstelling. Inschrijfformulieren te verkrijgen bij P. de Vos, Prunuslaan 27, Ooltgensplaat, tel. 01873 - 2364. [593,1225,826,1295]
subheading: t/m zondag 8 december 1985 [893,427,1036,441]
table-row [835,1303,1094,1317]
service-text: Spreekuur: ma t/m vrij 9.00 - 10.00 uur [871,1421,1058,1435]
article-paragraph: Hoe verging het goudschip „De Lutine” en waar rust het wrak met miljoenen waarde op de bodem der zee. Dan moeten we eerst zien hoe en waarom het vele goud werd verscheept. In een zeeslag verloren de Fransen veel schepen, één daarvan opgebracht naar Engeland was „De Lutine”. In Londen woonde ook de schatrijke Aäron Goldsmid. Hij was rijker dan de latere Rothschild's. Aäron had in zijn jeugd bes en onderricht gekregen in verschillende zaken van een zeer wijze Rabbie. Toen hij stierf liet hij een pakketje na voor Aäron, waarop stond: zorgvuldig bewaren ongeschonden en uw huis zal gezegend worden en groeien als de cederen op de Libanon. Het kwade zal u echter achtervolgen, als u deze zegels verbreekt. Goldsmid bewaarde het pakketje zorgvuldig en sprak er met niemand over. Zijn zaken gingen enorm goed, als bankier stichtte hij ook nevenbedrijven in heel West-Europa en was weer een van de rijkste man in Engeland. Later deed hij zijn bedrijven over aan zijn vier zoons en genoot van zijn welverdiende rust. Maar hij verveelde zich; door zijn succes in 't zaken doen, kon hij moeilijk meer geloven dat het pakketje hem deze weelde had gebracht. En meer uit nieuwsgierigheid nam hij het pakketje in handen en opende het en wat gebeurde er toen? De huishoudster verwachte hem aan tafel voor het middagmaal. Na een uur opende zij met een van de zoons de deur van de werkkamer van de oude heer. Zij vonden hem dood in zijn stoel, met in zijn handen een perkamenten pakketje. Een gedeelte was nog leesbaar: zorgvuldig bewaren uw huis zal bloeien en ten andere het kwade u achtervolgen. Met er en grote belangstelling werd de heer Goldsmid begraven. Het pakketje met andere waardeloze documenten verbrand. De broers zetten het bedrijf van hun vader voort, maar ze hadden veel teleurstellingen en tegenslag. Ze verten dit echter aan de omstandigheden want het is een miljoenen verlies voor een Milliardair. Maar ook in Hamburg gingen de zaken slecht, de suikerprijs was enorm gedaald. Met collega's werd overeengekomen met goud deze zaken overeind te houden. „De Lutine” werd gecharterd en met goud geladen. Goldsmid alleen al vervoend 16 miljoen aan baren goud en dukaten. 9 oktober 1799 lag het schip zeilree in Yarmouth maar het zou nooit Hamburg bereiken. [1118,216,1546,628]
article-paragraph: Mooi bedrag deze maand. Hartelijk dank. [1354,1993,1550,2007]
revenue-totals [1345,1894,1561,1993]
service-text: Wanneer u de wijkzuster nodig heeft, kunt u het wijkgebouw in uw woonplaats bellen: [835,1088,1094,1116]
table-row [835,1190,1094,1204]
table-row [835,1289,1094,1303]
program-item: 8. Preludium en Fuga in g groot, J. S. Bach, orgel. [593,610,826,638]
article-paragraph: Zie voor nadere informatie de verkooplijst in de zaal. [593,1135,826,1163]
section-label: Ontspanningsvereniging voor alleenstaanden „ONDER ONS” [851,1742,1078,1771]
poem-group: Open School Goeree Overflakkee [121,1646,281,1660]
table-row [1345,1908,1561,1922]
